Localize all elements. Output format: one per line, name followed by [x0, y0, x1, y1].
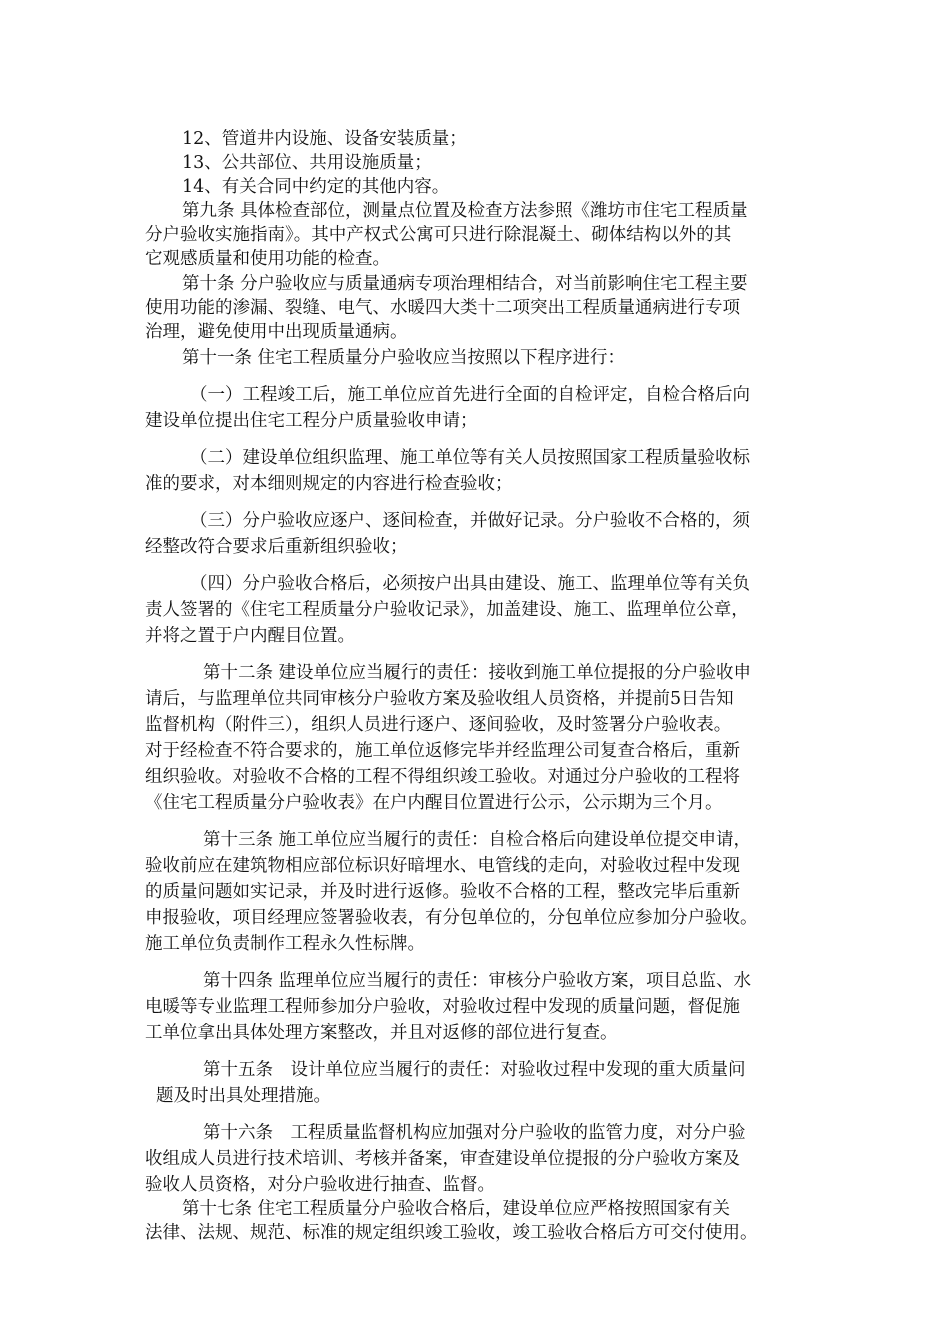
article-10-line-3: 治理，避免使用中出现质量通病。 [145, 322, 408, 342]
article-14-line-2: 电暖等专业监理工程师参加分户验收，对验收过程中发现的质量问题，督促施 [145, 997, 740, 1017]
article-17-line-1: 第十七条 住宅工程质量分户验收合格后，建设单位应严格按照国家有关 [182, 1199, 731, 1219]
article-9-line-3: 它观感质量和使用功能的检查。 [145, 249, 390, 269]
list-item-14: 14、有关合同中约定的其他内容。 [182, 177, 450, 197]
article-12-line-2: 请后，与监理单位共同审核分户验收方案及验收组人员资格，并提前5日告知 [145, 689, 734, 709]
procedure-4-line-1: （四）分户验收合格后，必须按户出具由建设、施工、监理单位等有关负 [190, 574, 750, 594]
article-9-line-1: 第九条 具体检查部位，测量点位置及检查方法参照《潍坊市住宅工程质量 [182, 201, 748, 221]
article-12-line-5: 组织验收。对验收不合格的工程不得组织竣工验收。对通过分户验收的工程将 [145, 767, 740, 787]
article-13-line-5: 施工单位负责制作工程永久性标牌。 [145, 934, 425, 954]
article-9-line-2: 分户验收实施指南》。其中产权式公寓可只进行除混凝土、砌体结构以外的其 [145, 225, 732, 245]
article-12-line-4: 对于经检查不符合要求的，施工单位返修完毕并经监理公司复查合格后，重新 [145, 741, 740, 761]
procedure-3-line-2: 经整改符合要求后重新组织验收； [145, 537, 408, 557]
article-13-line-4: 申报验收，项目经理应签署验收表，有分包单位的，分包单位应参加分户验收。 [145, 908, 758, 928]
list-item-12: 12、管道井内设施、设备安装质量； [182, 129, 467, 149]
article-14-line-1: 第十四条 监理单位应当履行的责任：审核分户验收方案，项目总监、水 [203, 971, 752, 991]
procedure-1-line-2: 建设单位提出住宅工程分户质量验收申请； [145, 411, 478, 431]
article-12-line-6: 《住宅工程质量分户验收表》在户内醒目位置进行公示，公示期为三个月。 [145, 793, 723, 813]
article-16-line-1: 第十六条 工程质量监督机构应加强对分户验收的监管力度，对分户验 [203, 1123, 746, 1143]
article-11-line-1: 第十一条 住宅工程质量分户验收应当按照以下程序进行： [182, 348, 626, 368]
procedure-1-line-1: （一）工程竣工后，施工单位应首先进行全面的自检评定，自检合格后向 [190, 385, 750, 405]
article-13-line-3: 的质量问题如实记录，并及时进行返修。验收不合格的工程，整改完毕后重新 [145, 882, 740, 902]
article-15-line-1: 第十五条 设计单位应当履行的责任：对验收过程中发现的重大质量问 [203, 1060, 746, 1080]
article-10-line-2: 使用功能的渗漏、裂缝、电气、水暖四大类十二项突出工程质量通病进行专项 [145, 298, 740, 318]
article-17-line-2: 法律、法规、规范、标准的规定组织竣工验收，竣工验收合格后方可交付使用。 [145, 1223, 758, 1243]
article-12-line-1: 第十二条 建设单位应当履行的责任：接收到施工单位提报的分户验收申 [203, 663, 752, 683]
article-14-line-3: 工单位拿出具体处理方案整改，并且对返修的部位进行复查。 [145, 1023, 618, 1043]
procedure-2-line-1: （二）建设单位组织监理、施工单位等有关人员按照国家工程质量验收标 [190, 448, 750, 468]
procedure-4-line-3: 并将之置于户内醒目位置。 [145, 626, 355, 646]
article-15-line-2: 题及时出具处理措施。 [156, 1086, 331, 1106]
procedure-4-line-2: 责人签署的《住宅工程质量分户验收记录》，加盖建设、施工、监理单位公章， [145, 600, 749, 620]
article-13-line-1: 第十三条 施工单位应当履行的责任：自检合格后向建设单位提交申请， [203, 830, 752, 850]
procedure-2-line-2: 准的要求，对本细则规定的内容进行检查验收； [145, 474, 513, 494]
article-16-line-3: 验收人员资格，对分户验收进行抽查、监督。 [145, 1175, 495, 1195]
article-12-line-3: 监督机构（附件三），组织人员进行逐户、逐间验收，及时签署分户验收表。 [145, 715, 732, 735]
procedure-3-line-1: （三）分户验收应逐户、逐间检查，并做好记录。分户验收不合格的，须 [190, 511, 750, 531]
list-item-13: 13、公共部位、共用设施质量； [182, 153, 432, 173]
article-10-line-1: 第十条 分户验收应与质量通病专项治理相结合，对当前影响住宅工程主要 [182, 274, 748, 294]
article-16-line-2: 收组成人员进行技术培训、考核并备案，审查建设单位提报的分户验收方案及 [145, 1149, 740, 1169]
article-13-line-2: 验收前应在建筑物相应部位标识好暗埋水、电管线的走向，对验收过程中发现 [145, 856, 740, 876]
